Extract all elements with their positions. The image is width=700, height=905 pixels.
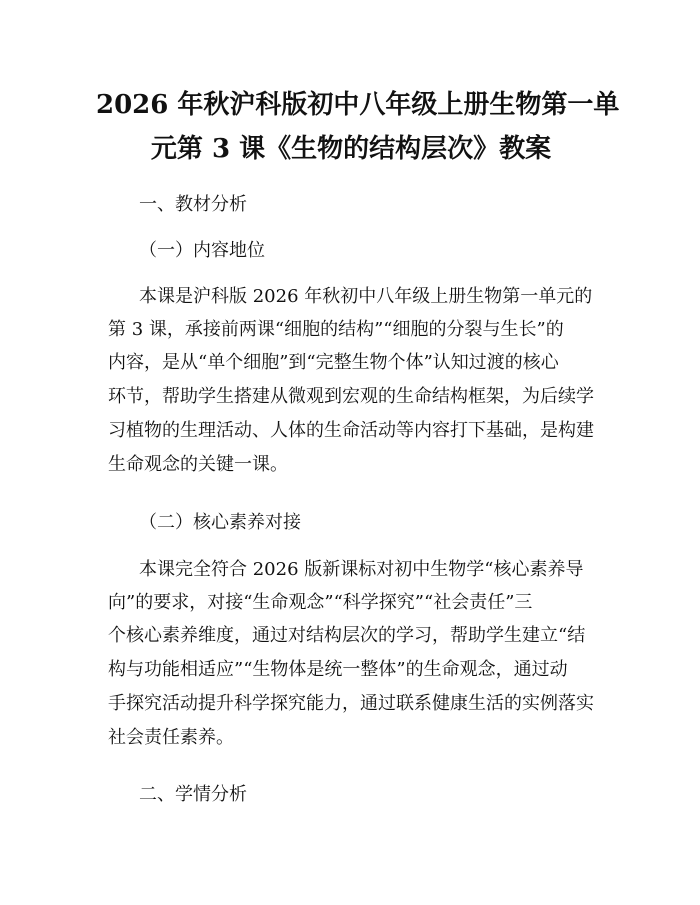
paragraph-content-position-line: 环节，帮助学生搭建从微观到宏观的生命结构框架，为后续学 bbox=[108, 386, 594, 407]
paragraph-core-literacy-line: 向”的要求，对接“生命观念”“科学探究”“社会责任”三 bbox=[108, 592, 533, 613]
subheading-core-literacy: （二）核心素养对接 bbox=[139, 512, 301, 533]
document-title-line-2: 元第 3 课《生物的结构层次》教案 bbox=[150, 134, 552, 164]
paragraph-content-position-line: 第 3 课，承接前两课“细胞的结构”“细胞的分裂与生长”的 bbox=[108, 319, 564, 340]
paragraph-core-literacy-line: 手探究活动提升科学探究能力，通过联系健康生活的实例落实 bbox=[108, 693, 594, 714]
paragraph-content-position-line: 生命观念的关键一课。 bbox=[108, 454, 288, 475]
paragraph-core-literacy-line: 社会责任素养。 bbox=[108, 727, 234, 748]
paragraph-content-position-line: 本课是沪科版 2026 年秋初中八年级上册生物第一单元的 bbox=[139, 286, 593, 307]
section-heading-teaching-material-analysis: 一、教材分析 bbox=[139, 194, 247, 215]
paragraph-content-position-line: 内容，是从“单个细胞”到“完整生物个体”认知过渡的核心 bbox=[108, 352, 559, 373]
document-title-line-1: 2026 年秋沪科版初中八年级上册生物第一单 bbox=[96, 90, 620, 120]
paragraph-content-position-line: 习植物的生理活动、人体的生命活动等内容打下基础，是构建 bbox=[108, 420, 594, 441]
paragraph-core-literacy-line: 个核心素养维度，通过对结构层次的学习，帮助学生建立“结 bbox=[108, 625, 586, 646]
paragraph-core-literacy-line: 本课完全符合 2026 版新课标对初中生物学“核心素养导 bbox=[139, 559, 584, 580]
subheading-content-position: （一）内容地位 bbox=[139, 240, 265, 261]
paragraph-core-literacy-line: 构与功能相适应”“生物体是统一整体”的生命观念，通过动 bbox=[108, 659, 568, 680]
section-heading-learner-analysis: 二、学情分析 bbox=[139, 784, 247, 805]
